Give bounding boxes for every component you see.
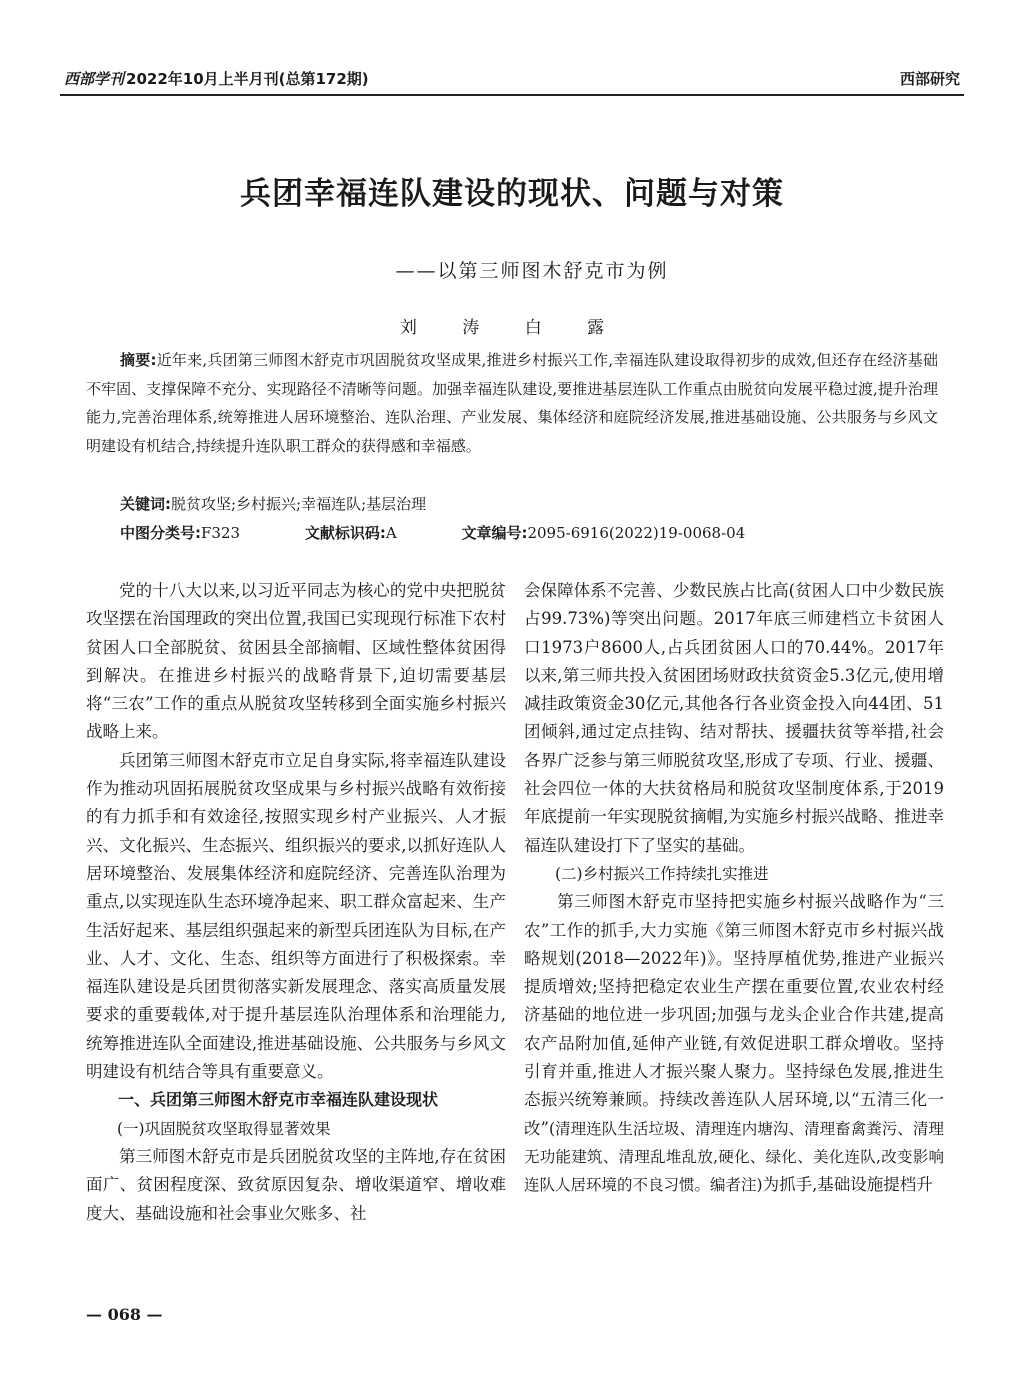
running-header [60,66,964,96]
article-subtitle: ——以第三师图木舒克市为例 [395,260,669,282]
paragraph: 党的十八大以来,以习近平同志为核心的党中央把脱贫攻坚摆在治国理政的突出位置,我国已实现现行标准下农村贫困人口全部脱贫、贫困县全部摘帽、区域性整体贫困得到解决。在推进乡村振兴的战略背景下,迫切需要基层将“三农”工作的重点从脱贫攻坚转移到全面实施乡村振兴战略上来。 [86,581,506,742]
issue-info: 2022年10月上半月刊(总第172期) [126,70,369,88]
abstract-text: 近年来,兵团第三师图木舒克市巩固脱贫攻坚成果,推进乡村振兴工作,幸福连队建设取得初步的成效,但还存在经济基础不牢固、支撑保障不充分、实现路径不清晰等问题。加强幸福连队建设,要推进基层连队工作重点由脱贫向发展平稳过渡,提升治理能力,完善治理体系,统筹推进人居环境整治、连队治理、产业发展、集体经济和庭院经济发展,推进基础设施、公共服务与乡风文明建设有机结合,持续提升连队职工群众的获得感和幸福感。 [86,351,939,455]
paragraph-text: 第三师图木舒克市坚持把实施乡村振兴战略作为“三农”工作的抓手,大力实施《第三师图木舒克市乡村振兴战略规划(2018—2022年)》。坚持厚植优势,推进产业振兴提质增效;坚持把稳定农业生产摆在重要位置,农业农村经济基础的地位进一步巩固;加强与龙头企业合作共建,提高农产品附加值,延伸产业链,有效促进职工群众增收。坚持引育并重,推进人才振兴聚人聚力。坚持绿色发展,推进生态振兴统筹兼顾。持续改善连队人居环境,以“五清三化一改” [524,892,944,1138]
abstract [86,346,938,460]
journal-issue-line [64,68,369,89]
paragraph: 会保障体系不完善、少数民族占比高(贫困人口中少数民族占99.73%)等突出问题。2017年底三师建档立卡贫困人口1973户8600人,占兵团贫困人口的70.44%。2017年以来,第三师共投入贫困团场财政扶贫资金5.3亿元,使用增减挂政策资金30亿元,其他各行各业资金投入向44团、51团倾斜,通过定点挂钩、结对帮扶、援疆扶贫等举措,社会各界广泛参与第三师脱贫攻坚,形成了专项、行业、援疆、社会四位一体的大扶贫格局和脱贫攻坚制度体系,于2019年底提前一年实现脱贫摘帽,为实施乡村振兴战略、推进幸福连队建设打下了坚实的基础。 [524,581,944,855]
article-no-value: 2095-6916(2022)19-0068-04 [527,524,746,542]
article-no-label: 文章编号: [461,524,528,542]
body-left-column [86,577,506,1228]
keywords-text: 脱贫攻坚;乡村振兴;幸福连队;基层治理 [171,495,427,513]
authors: 刘 涛 白 露 [399,318,625,338]
paragraph: 兵团第三师图木舒克市立足自身实际,将幸福连队建设作为推动巩固拓展脱贫攻坚成果与乡村振兴战略有效衔接的有力抓手和有效途径,按照实现乡村产业振兴、人才振兴、文化振兴、生态振兴、组织振兴的要求,以抓好连队人居环境整治、发展集体经济和庭院经济、完善连队治理为重点,以实现连队生态环境净起来、职工群众富起来、生产生活好起来、基层组织强起来的新型兵团连队为目标,在产业、人才、文化、生态、组织等方面进行了积极探索。幸福连队建设是兵团贯彻落实新发展理念、落实高质量发展要求的重要载体,对于提升基层连队治理体系和治理能力,统筹推进连队全面建设,推进基础设施、公共服务与乡风文明建设有机结合等具有重要意义。 [86,750,506,1082]
paragraph: 第三师图木舒克市是兵团脱贫攻坚的主阵地,存在贫困面广、贫困程度深、致贫原因复杂、增收渠道窄、增收难度大、基础设施和社会事业欠账多、社 [86,1146,506,1223]
page-number: — 068 — [86,1305,163,1324]
keywords [120,493,426,514]
section-heading: 一、兵团第三师图木舒克市幸福连队建设现状 [118,1090,439,1110]
doc-code-label: 文献标识码: [304,524,386,542]
subsection-heading: (二)乡村振兴工作持续扎实推进 [555,864,769,883]
subsection-heading: (一)巩固脱贫攻坚取得显著效果 [117,1119,331,1138]
body-right-column [524,577,944,1200]
keywords-label: 关键词: [120,495,171,513]
article-title: 兵团幸福连队建设的现状、问题与对策 [240,176,784,212]
classification-line [120,522,920,543]
editor-note: (清理连队生活垃圾、清理连内塘沟、清理畜禽粪污、清理无功能建筑、清理乱堆乱放,硬化、绿化、美化连队,改变影响连队人居环境的不良习惯。编者注) [524,1119,944,1195]
doc-code-value: A [385,524,397,542]
abstract-label: 摘要: [120,351,157,369]
paragraph-text: 为抓手,基础设施提档升 [762,1175,933,1195]
section-name: 西部研究 [899,70,960,88]
clc-value: F323 [201,524,241,542]
paragraph [524,888,944,1199]
clc-label: 中图分类号: [120,524,201,542]
journal-brand: 西部学刊 [64,70,125,88]
